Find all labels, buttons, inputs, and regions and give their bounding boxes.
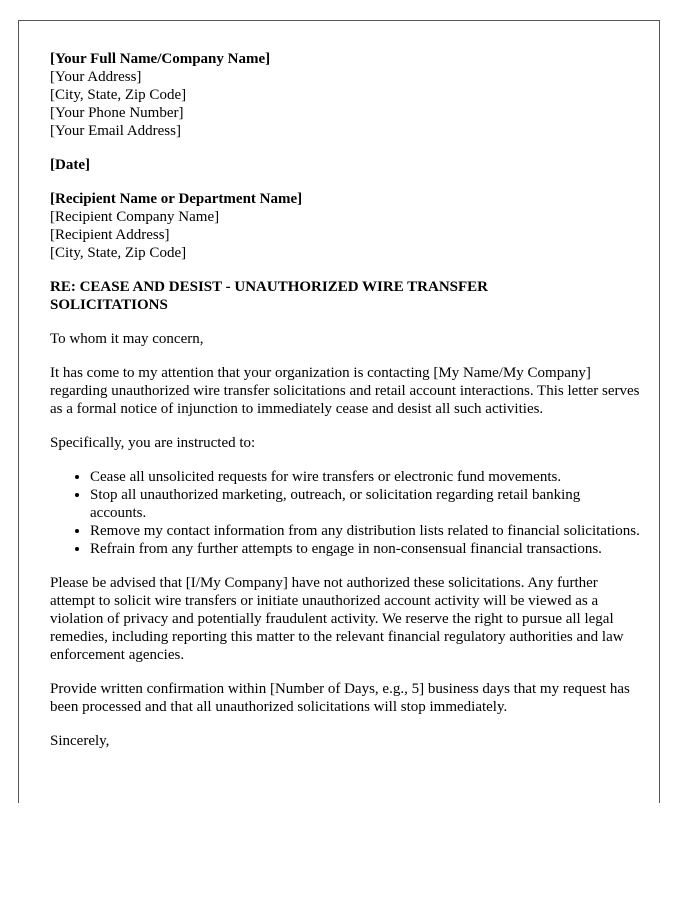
date-block [50, 156, 640, 174]
subject-line-2: SOLICITATIONS [50, 297, 168, 313]
paragraph-notice: It has come to my attention that your organization is contacting [My Name/My Company] regarding unauthorized wire transfer solicitations and retail account interactions. This letter serves as a formal notice of injunction to immediately cease and desist all such activities. [50, 365, 640, 417]
instruction-item: • Cease all unsolicited requests for wire transfers or electronic fund movements. [90, 468, 640, 486]
sender-city-state-zip: [City, State, Zip Code] [50, 87, 187, 103]
recipient-address: [Recipient Address] [50, 227, 170, 243]
recipient-company: [Recipient Company Name] [50, 209, 220, 225]
salutation: To whom it may concern, [50, 331, 204, 347]
recipient-city-state-zip: [City, State, Zip Code] [50, 245, 187, 261]
letter-body [50, 50, 640, 750]
instruction-item: • Stop all unauthorized marketing, outreach, or solicitation regarding retail banking accounts. [90, 486, 640, 522]
instruction-item: • Remove my contact information from any distribution lists related to financial solicitations. [90, 522, 640, 540]
closing: Sincerely, [50, 733, 110, 749]
subject-line-1: RE: CEASE AND DESIST - UNAUTHORIZED WIRE TRANSFER [50, 279, 489, 295]
recipient-name: [Recipient Name or Department Name] [50, 191, 303, 207]
instruction-intro: Specifically, you are instructed to: [50, 435, 256, 451]
sender-block [50, 50, 640, 140]
paragraph-confirmation: Provide written confirmation within [Number of Days, e.g., 5] business days that my request has been processed and that all unauthorized solicitations will stop immediately. [50, 681, 630, 715]
instruction-item: • Refrain from any further attempts to engage in non-consensual financial transactions. [90, 540, 640, 558]
sender-name: [Your Full Name/Company Name] [50, 51, 271, 67]
recipient-block [50, 190, 640, 262]
paragraph-warning: Please be advised that [I/My Company] have not authorized these solicitations. Any further attempt to solicit wire transfers or initiate unauthorized account activity will be viewed as a violation of privacy and potentially fraudulent activity. We reserve the right to pursue all legal remedies, including reporting this matter to the relevant financial regulatory authorities and law enforcement agencies. [50, 575, 624, 663]
sender-email: [Your Email Address] [50, 123, 181, 139]
letter-date: [Date] [50, 157, 90, 173]
instruction-list [50, 468, 640, 558]
sender-address: [Your Address] [50, 69, 142, 85]
letter-page [18, 20, 660, 803]
sender-phone: [Your Phone Number] [50, 105, 184, 121]
subject-line [50, 278, 640, 314]
